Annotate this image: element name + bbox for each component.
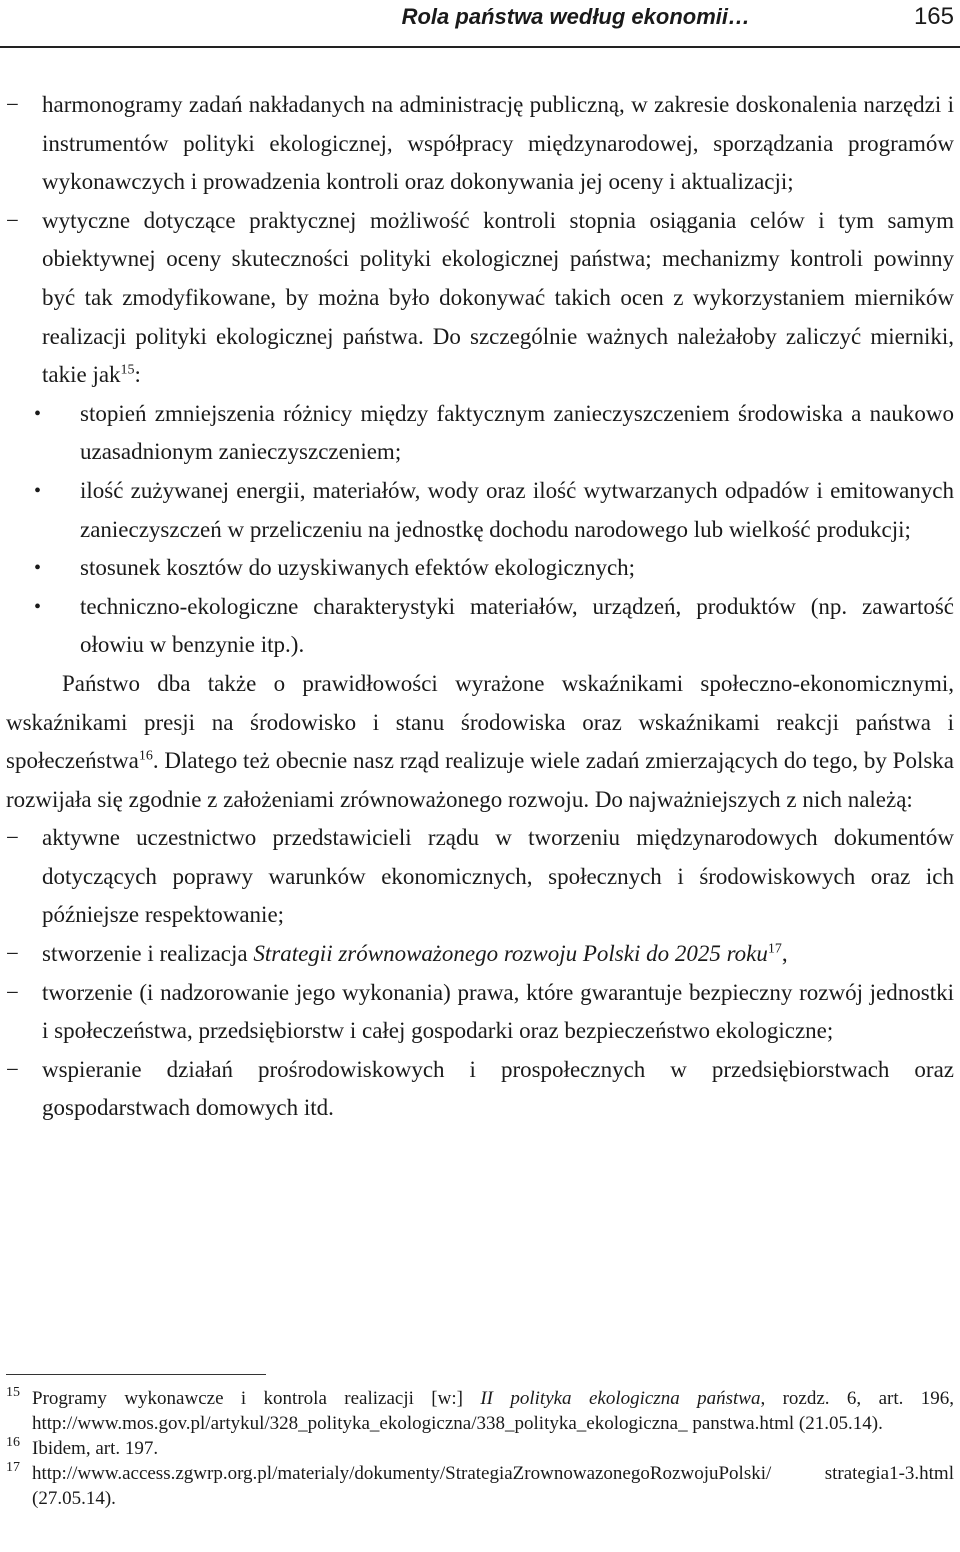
item-tail: : [134, 362, 141, 388]
footnote-ref[interactable]: 17 [767, 941, 782, 957]
item-tail: , [781, 941, 788, 967]
footnotes [6, 1386, 954, 1511]
dash-marker: − [6, 1056, 19, 1082]
item-text: stosunek kosztów do uzyskiwanych efektów ekologicznych; [80, 555, 636, 581]
footnote-ref[interactable]: 15 [120, 362, 135, 378]
footnote-text: Ibidem, art. 197. [32, 1438, 159, 1459]
footnote-separator [6, 1374, 266, 1375]
item-text: stopień zmniejszenia różnicy między faktycznym zanieczyszczeniem środowiska a naukowo uzasadnionym zanieczyszczeniem; [80, 400, 954, 465]
footnote [6, 1436, 954, 1461]
page-body [6, 86, 954, 1128]
item-text: stworzenie i realizacja [42, 941, 254, 967]
bullet-list-item [6, 395, 954, 472]
footnote [6, 1461, 954, 1511]
bullet-list-item [6, 472, 954, 549]
bullet-marker: • [34, 479, 42, 502]
dash-list-item [6, 974, 954, 1051]
bullet-list-item [6, 549, 954, 588]
footnote-link[interactable]: http://www.access.zgwrp.org.pl/materialy/dokumenty/StrategiaZrownowazonegoRozwojuPolski/ strategia1-3.html (27.05.14). [32, 1463, 954, 1509]
dash-list-item [6, 86, 954, 202]
item-text: tworzenie (i nadzorowanie jego wykonania) prawa, które gwarantuje bezpieczny rozwój jednostki i społeczeństwa, przedsiębiorstw i całej gospodarki oraz bezpieczeństwo ekologiczne; [42, 979, 954, 1044]
item-text: harmonogramy zadań nakładanych na administrację publiczną, w zakresie doskonalenia narzędzi i instrumentów polityki ekologicznej, współpracy międzynarodowej, sporządzania programów wykonawczych i prowadzenia kontroli oraz dokonywania jej oceny i aktualizacji; [42, 92, 954, 195]
item-text: wspieranie działań prośrodowiskowych i prospołecznych w przedsiębiorstwach oraz gospodarstwach domowych itd. [42, 1056, 954, 1121]
item-text: wytyczne dotyczące praktycznej możliwość kontroli stopnia osiągania celów i tym samym obiektywnej oceny skuteczności polityki ekologicznej państwa; mechanizmy kontroli powinny być tak zmodyfikowane, by można było dokonywać takich ocen z wykorzystaniem mierników realizacji polityki ekologicznej państwa. Do szczególnie ważnych należałoby zaliczyć mierniki, takie jak [42, 207, 954, 388]
bullet-marker: • [34, 402, 42, 425]
page-number: 165 [913, 3, 954, 30]
item-text: techniczno-ekologiczne charakterystyki materiałów, urządzeń, produktów (np. zawartość ołowiu w benzynie itp.). [80, 593, 954, 658]
paragraph-text: Państwo dba także o prawidłowości wyrażone wskaźnikami społeczno-ekonomicznymi, wskaźnikami presji na środowisko i stanu środowiska oraz wskaźnikami reakcji państwa i społeczeństwa [6, 670, 954, 774]
footnote-text[interactable]: , rozdz. 6, art. 196, http://www.mos.gov.pl/artykul/328_polityka_ekologiczna/338_polityka_ekologiczna_ panstwa.html (21.05.14). [32, 1388, 954, 1434]
dash-list-item [6, 1051, 954, 1128]
item-text: ilość zużywanej energii, materiałów, wody oraz ilość wytwarzanych odpadów i emitowanych zanieczyszczeń w przeliczeniu na jednostkę dochodu narodowego lub wielkość produkcji; [80, 477, 954, 542]
paragraph-text: . Dlatego też obecnie nasz rząd realizuje wiele zadań zmierzających do tego, by Polska rozwijała się zgodnie z założeniami zrównoważonego rozwoju. Do najważniejszych z nich należą: [6, 748, 954, 812]
bullet-marker: • [34, 557, 42, 580]
running-header [0, 0, 960, 48]
footnote [6, 1386, 954, 1436]
footnote-number: 16 [6, 1435, 20, 1450]
footnote-number: 15 [6, 1385, 20, 1400]
dash-marker: − [6, 941, 19, 967]
bullet-marker: • [34, 595, 42, 618]
dash-marker: − [6, 979, 19, 1005]
body-paragraph [6, 665, 954, 819]
dash-list-item [6, 202, 954, 395]
strategy-title: Strategii zrównoważonego rozwoju Polski do 2025 roku [253, 941, 768, 967]
dash-marker: − [6, 825, 19, 851]
dash-list-item [6, 935, 954, 974]
dash-list-item [6, 819, 954, 935]
dash-marker: − [6, 92, 19, 117]
footnote-text: Programy wykonawcze i kontrola realizacji [w:] [32, 1388, 481, 1409]
bullet-list-item [6, 588, 954, 665]
footnote-number: 17 [6, 1460, 20, 1475]
footnote-ref[interactable]: 16 [138, 748, 153, 764]
dash-marker: − [6, 207, 19, 233]
running-title: Rola państwa według ekonomii… [401, 4, 750, 29]
footnote-italic: II polityka ekologiczna państwa [480, 1388, 761, 1409]
item-text: aktywne uczestnictwo przedstawicieli rządu w tworzeniu międzynarodowych dokumentów dotyczących poprawy warunków ekonomicznych, społecznych i środowiskowych oraz ich późniejsze respektowanie; [42, 825, 954, 928]
